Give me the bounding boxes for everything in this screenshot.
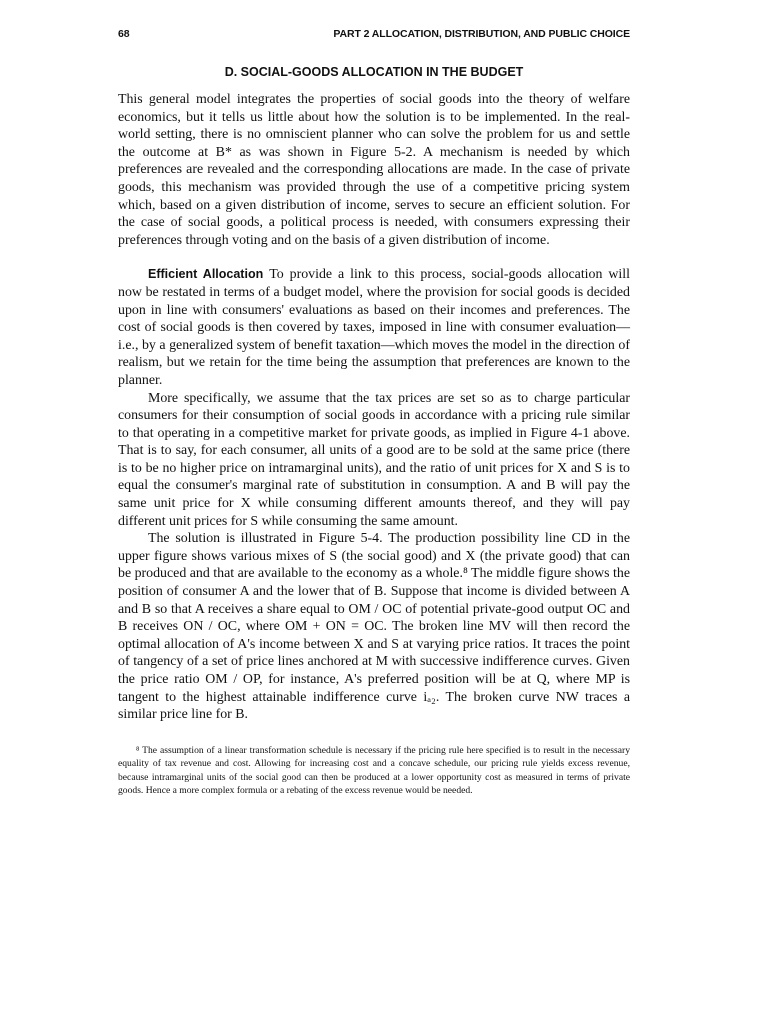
page-number: 68 <box>118 28 130 40</box>
book-page <box>118 28 630 797</box>
running-head: PART 2 ALLOCATION, DISTRIBUTION, AND PUBLIC CHOICE <box>333 28 630 40</box>
paragraph-intro: This general model integrates the properties of social goods into the theory of welfare economics, but it tells us little about how the solution is to be implemented. In the real-world setting, there is no omniscient planner who can solve the problem for us and settle the outcome at B* as was shown in Figure 5-2. A mechanism is needed by which preferences are revealed and the corresponding allocations are made. In the case of private goods, this mechanism was provided through the use of a competitive pricing system which, based on a given distribution of income, serves to secure an efficient solution. For the case of social goods, a political process is needed, with consumers expressing their preferences through voting and on the basis of a given distribution of income. <box>118 92 630 248</box>
footnotes <box>118 744 630 798</box>
paragraph-efficient-allocation <box>118 266 630 389</box>
paragraph-pricing-rule: More specifically, we assume that the tax prices are set so as to charge particular consumers for their consumption of social goods in accordance with a pricing rule similar to that operating in a competitive market for private goods, as implied in Figure 4-1 above. That is to say, for each consumer, all units of a good are to be sold at the same price (there is to be no higher price on intramarginal units), and the ratio of unit prices for X and S is to equal the consumer's marginal rate of substitution in consumption. A and B will pay the same unit price for X while consuming different amounts thereof, and they will pay different unit prices for S while consuming the same amount. <box>118 390 630 529</box>
paragraph-solution: The solution is illustrated in Figure 5-4. The production possibility line CD in the upper figure shows various mixes of S (the social good) and X (the private good) that can be produced and that are available to the economy as a whole.⁸ The middle figure shows the position of consumer A and the lower that of B. Suppose that income is divided between A and B so that A receives a share equal to OM / OC of potential private-good output OC and B receives ON / OC, where OM + ON = OC. The broken line MV will then record the optimal allocation of A's income between X and S at varying price ratios. It traces the point of tangency of a set of price lines anchored at M with successive indifference curves. Given the price ratio OM / OP, for instance, A's preferred position will be at Q, where MP is tangent to the highest attainable indifference curve iₐ₂. The broken curve NW traces a similar price line for B. <box>118 531 630 723</box>
page-header <box>118 28 630 40</box>
footnote-8: ⁸ The assumption of a linear transformation schedule is necessary if the pricing rule here specified is to result in the necessary equality of tax revenue and cost. Allowing for increasing cost and a concave schedule, our pricing rule yields excess revenue, because intramarginal units of the social good can then be produced at a lower opportunity cost as measured in terms of private goods. Hence a more complex formula or a rebating of the excess revenue would be needed. <box>118 744 630 796</box>
section-title: D. SOCIAL-GOODS ALLOCATION IN THE BUDGET <box>224 65 524 79</box>
paragraph-efficient-allocation-text: To provide a link to this process, social-goods allocation will now be restated in terms of a budget model, where the provision for social goods is decided upon in line with consumers' evaluations as based on their incomes and preferences. The cost of social goods is then covered by taxes, imposed in line with consumer evaluation—i.e., by a generalized system of benefit taxation—which moves the model in the direction of realism, but we retain for the time being the assumption that preferences are known to the planner. <box>118 267 630 388</box>
run-in-heading: Efficient Allocation <box>148 267 264 282</box>
